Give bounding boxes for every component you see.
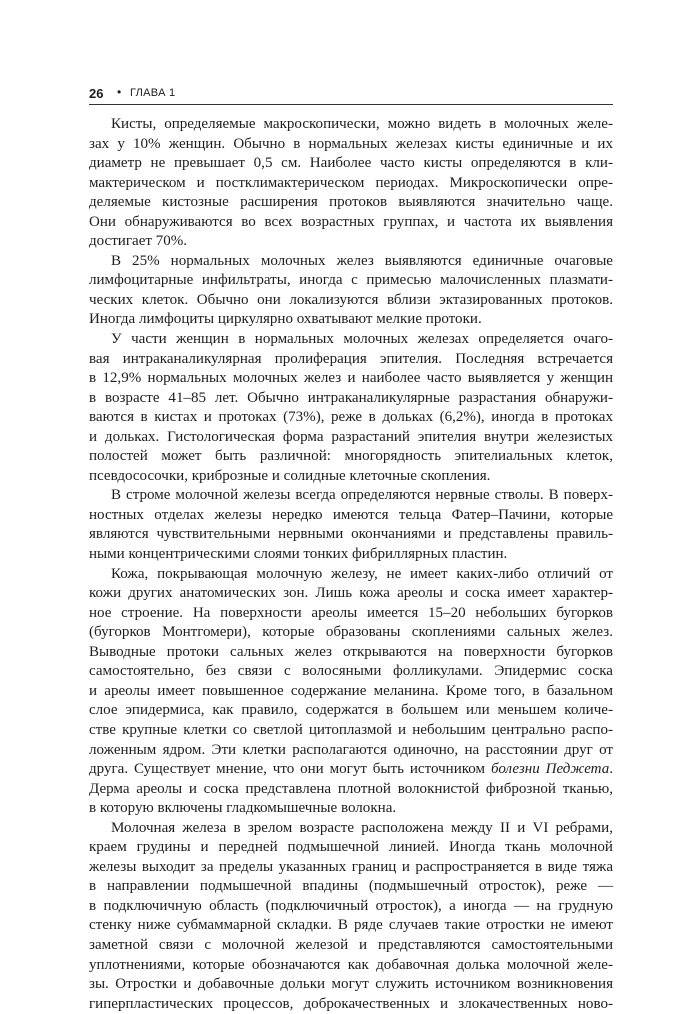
text-line: в 12,9% нормальных молочных желез и наиболее часто выявляется у женщин	[89, 370, 613, 387]
text-line: гиперпластических процессов, доброкачественных и злокачественных ново-	[89, 995, 613, 1012]
text-line-with-term	[89, 760, 613, 780]
text-line: деляемые кистозные расширения протоков выявляются значительно чаще.	[89, 194, 613, 211]
text-line: лимфоцитарные инфильтраты, иногда с примесью малочисленных плазмати-	[89, 272, 613, 289]
text-line: ложенным ядром. Эти клетки располагаются одиночно, на расстоянии друг от	[89, 741, 613, 758]
text-line: псевдососочки, криброзные и солидные клеточные скопления.	[89, 467, 491, 484]
text-line: и ареолы имеет повышенное содержание меланина. Кроме того, в базальном	[89, 682, 613, 699]
text-line: являются чувствительными нервными окончаниями и представлены правиль-	[89, 526, 613, 543]
text-line: кожи других анатомических зон. Лишь кожа ареолы и соска имеет характер-	[89, 585, 613, 602]
text-line: в подключичную область (подключичный отросток), а иногда — на грудную	[89, 897, 613, 914]
text-line: Они обнаруживаются во всех возрастных группах, и частота их выявления	[89, 213, 613, 230]
paragraph-lymphocytes	[89, 252, 613, 330]
text-line: в которую включены гладкомышечные волокна.	[89, 800, 397, 817]
text-line: Дерма ареолы и соска представлена плотной волокнистой фиброзной тканью,	[89, 780, 613, 797]
text-line: полостей может быть различной: многорядность эпителиальных клеток,	[89, 448, 613, 465]
text-line: ностных отделах железы нередко имеются тельца Фатер–Пачини, которые	[89, 506, 613, 523]
running-header	[89, 82, 613, 105]
text-line: стве крупные клетки со светлой цитоплазмой и небольшим центрально распо-	[89, 721, 613, 738]
text-line: в возрасте 41–85 лет. Обычно интраканаликулярные разрастания обнаружи-	[89, 389, 613, 406]
paragraph-skin	[89, 565, 613, 819]
text-line: В 25% нормальных молочных желез выявляются единичные очаговые	[111, 252, 613, 269]
text-line: стенку ниже субмаммарной складки. В ряде случаев такие отростки не имеют	[89, 917, 613, 934]
text-line: достигает 70%.	[89, 233, 188, 250]
text-line: ными концентрическими слоями тонких фибриллярных пластин.	[89, 546, 508, 563]
text-line: ваются в кистах и протоках (73%), реже в дольках (6,2%), иногда в протоках	[89, 409, 613, 426]
text-line: в направлении подмышечной впадины (подмышечный отросток), реже —	[89, 878, 613, 895]
text-line: Выводные протоки сальных желез открываются на поверхности бугорков	[89, 643, 613, 660]
paragraph-cysts	[89, 115, 613, 252]
sentence-period: .	[609, 761, 614, 778]
text-line: зах у 10% женщин. Обычно в нормальных железах кисты единичные и их	[89, 135, 613, 152]
text-line: Молочная железа в зрелом возрасте расположена между II и VI ребрами,	[111, 819, 613, 836]
text-line: уплотнениями, которые обозначаются как добавочная долька молочной желе-	[89, 956, 613, 973]
text-line: Кисты, определяемые макроскопически, можно видеть в молочных желе-	[111, 116, 613, 132]
paragraph-nerves	[89, 486, 613, 564]
text-line: железы выходит за пределы указанных границ и распространяется в виде тяжа	[89, 858, 613, 875]
text-line: диаметр не превышает 0,5 см. Наиболее часто кисты определяются в кли-	[89, 155, 613, 172]
text-line: зы. Отростки и добавочные дольки могут служить источником возникновения	[89, 976, 613, 993]
text-line: самостоятельно, без связи с волосяными фолликулами. Эпидермис соска	[89, 663, 613, 680]
text-line: (бугорков Монтгомери), которые образованы скоплениями сальных желез.	[89, 624, 613, 641]
text-line: Кожа, покрывающая молочную железу, не имеет каких-либо отличий от	[111, 565, 613, 582]
body-text	[89, 115, 613, 1014]
text-line: мактерическом и постклимактерическом периодах. Микроскопически опре-	[89, 174, 613, 191]
text-line: ческих клеток. Обычно они локализуются вблизи эктазированных протоков.	[89, 291, 613, 308]
paragraph-location	[89, 819, 613, 1014]
text-line: заметной связи с молочной железой и представляются самостоятельными	[89, 936, 613, 953]
text-line: У части женщин в нормальных молочных железах определяется очаго-	[111, 331, 613, 348]
bullet-separator: •	[117, 85, 122, 99]
text-line: вая интраканаликулярная пролиферация эпителия. Последняя встречается	[89, 350, 613, 367]
text-line: ное строение. На поверхности ареолы имеется 15–20 небольших бугорков	[89, 604, 613, 621]
chapter-title: ГЛАВА 1	[130, 87, 176, 99]
paragraph-proliferation	[89, 330, 613, 486]
text-line: Иногда лимфоциты циркулярно охватывают мелкие протоки.	[89, 311, 482, 328]
text-line: друга. Существует мнение, что они могут быть источником	[89, 761, 491, 778]
text-line: В строме молочной железы всегда определяются нервные стволы. В поверх-	[111, 487, 613, 504]
text-line: слое эпидермиса, как правило, содержатся в большем или меньшем количе-	[89, 702, 613, 719]
text-line: и дольках. Гистологическая форма разрастаний эпителия внутри железистых	[89, 428, 613, 445]
page-number: 26	[89, 86, 104, 101]
italic-term-paget: болезни Педжета	[490, 761, 610, 778]
text-line: краем грудины и передней подмышечной линией. Иногда ткань молочной	[89, 839, 613, 856]
